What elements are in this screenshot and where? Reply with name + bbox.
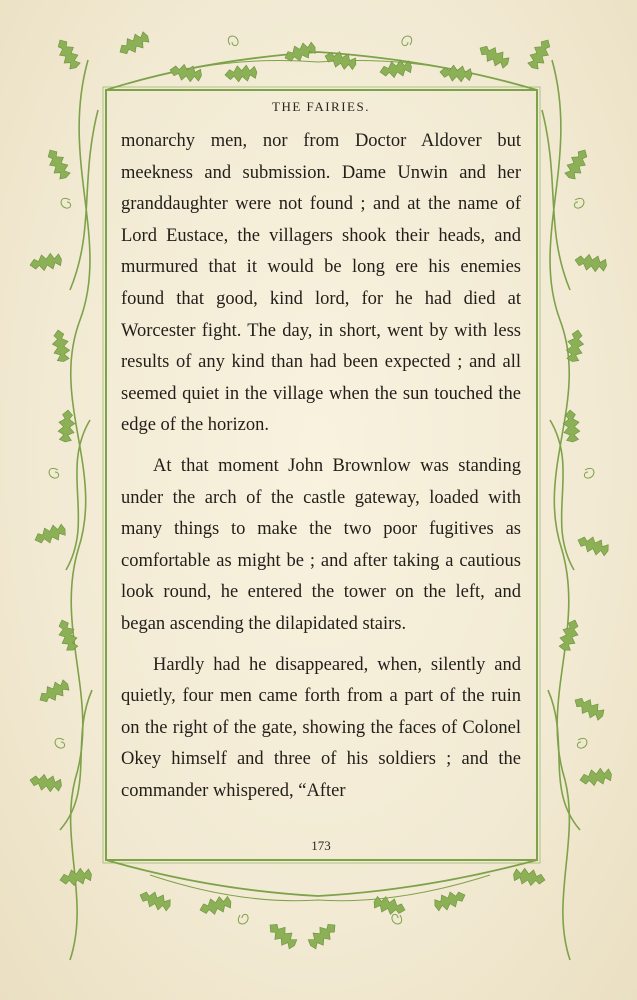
running-header: THE FAIRIES. (272, 99, 370, 114)
paragraph: monarchy men, nor from Doctor Aldover but meekness and submission. Dame Unwin and her granddaughter were not found ; and at the name of Lord Eustace, the villagers shook their heads, and murmured that it would be long ere his enemies found that good, kind lord, for he had died at Worcester fight. The day, in short, went by with less results of any kind than had been expected ; and all seemed quiet in the village when the sun touched the edge of the horizon. (121, 131, 521, 436)
page-text (121, 126, 521, 807)
paragraph: At that moment John Brownlow was standing under the arch of the castle gateway, loaded with many things to make the two poor fugitives as comfortable as might be ; and after taking a cautious look round, he entered the tower on the left, and began ascending the dilapidated stairs. (121, 455, 521, 634)
page-number: 173 (311, 838, 331, 853)
paragraph: Hardly had he disappeared, when, silently and quietly, four men came forth from a part of the ruin on the right of the gate, showing the faces of Colonel Okey himself and three of his soldiers ; and the commander whispered, “After (121, 654, 521, 801)
